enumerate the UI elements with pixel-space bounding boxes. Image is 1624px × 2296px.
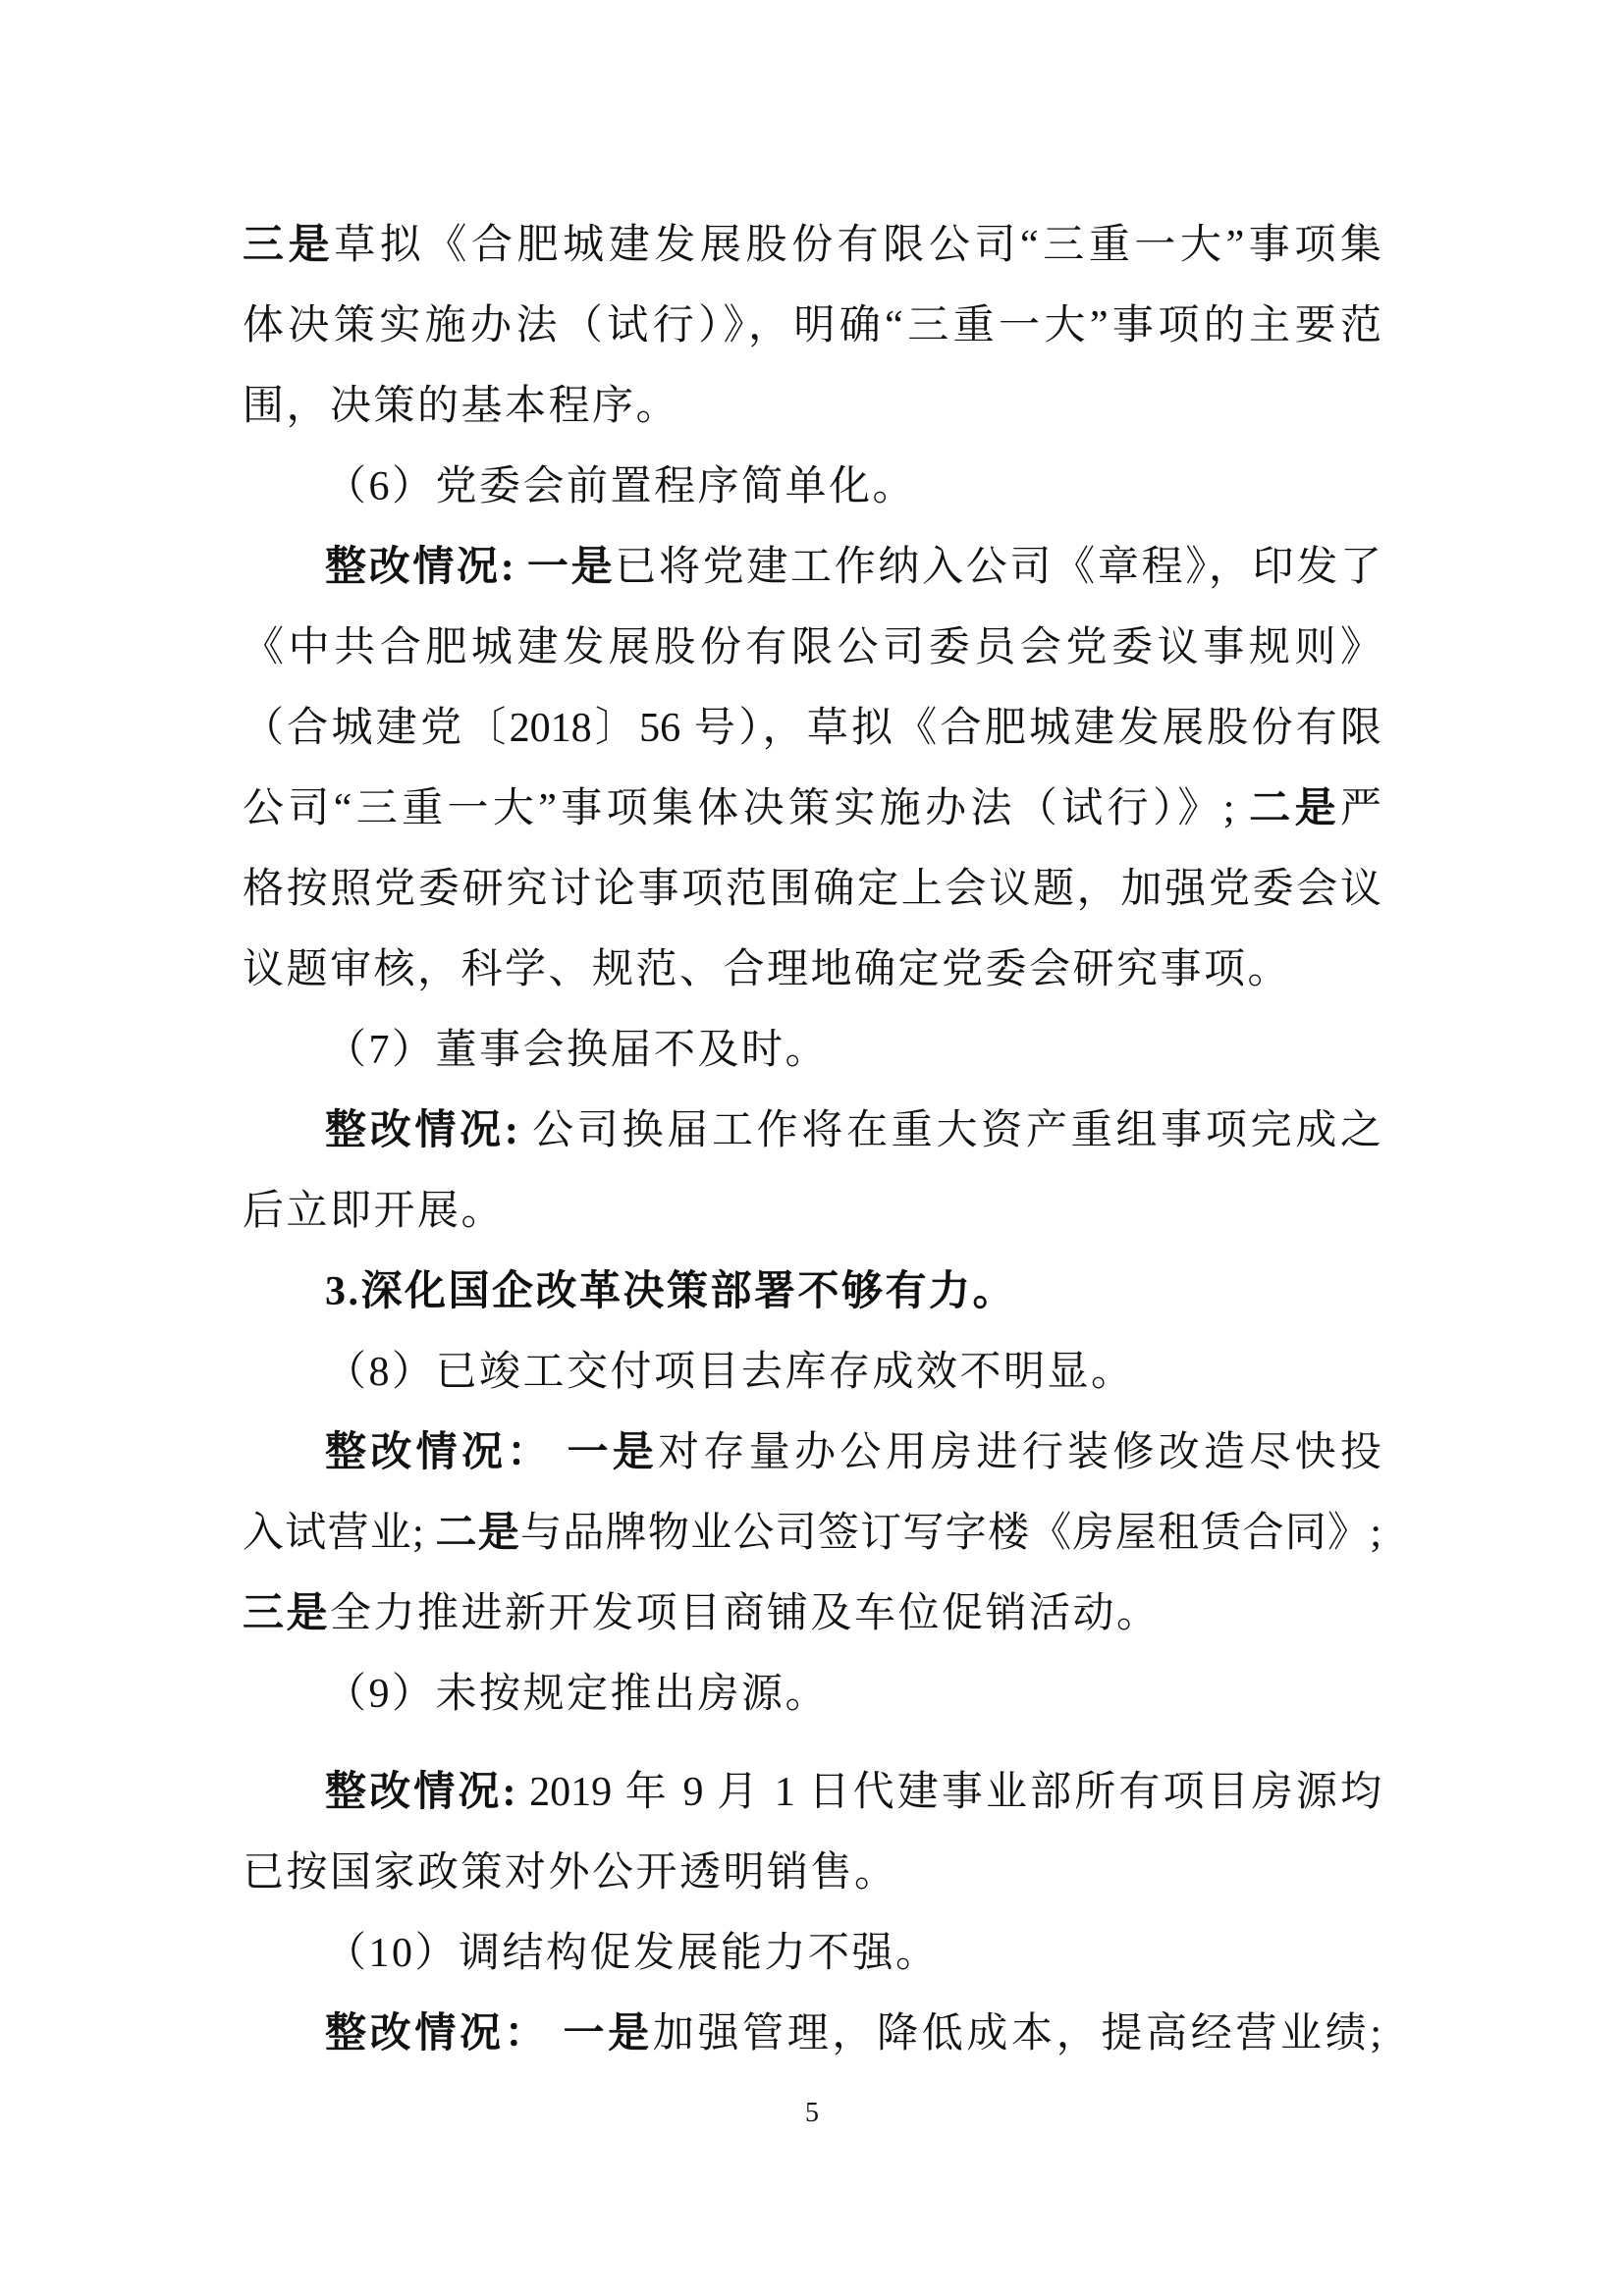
bold-text-segment: 整改情况: (325, 1770, 516, 1815)
text-line (243, 286, 1381, 366)
text-line (243, 366, 1381, 447)
text-line (243, 205, 1381, 286)
bold-text-segment: 二是 (1249, 786, 1340, 831)
text-segment: 已将党建工作纳入公司《章程》，印发了 (615, 545, 1381, 590)
text-segment: 后立即开展。 (243, 1189, 506, 1234)
text-segment: 围，决策的基本程序。 (243, 384, 680, 429)
text-segment: 公司“三重一大”事项集体决策实施办法（试行）》; (243, 786, 1250, 831)
text-segment: 与品牌物业公司签订写字楼《房屋租赁合同》; (520, 1511, 1381, 1556)
bold-text-segment: 整改情况： 一是 (325, 1430, 659, 1475)
bold-text-segment: 二是 (435, 1511, 521, 1556)
text-segment: 格按照党委研究讨论事项范围确定上会议题，加强党委会议 (243, 867, 1381, 912)
bold-text-segment: 三是 (243, 223, 335, 268)
text-line (243, 1171, 1381, 1252)
text-segment: （7）董事会换届不及时。 (325, 1028, 830, 1073)
text-segment: 全力推进新开发项目商铺及车位促销活动。 (330, 1591, 1161, 1636)
text-line (243, 1913, 1381, 1994)
text-line (243, 688, 1381, 769)
text-segment: （8）已竣工交付项目去库存成效不明显。 (325, 1350, 1135, 1395)
text-line (243, 1574, 1381, 1654)
bold-text-segment: 整改情况： 一是 (325, 2011, 653, 2056)
text-line (243, 608, 1381, 688)
bold-text-segment: 3.深化国企改革决策部署不够有力。 (325, 1269, 1017, 1314)
text-line (243, 1994, 1381, 2074)
text-segment: 2019 年 9 月 1 日代建事业部所有项目房源均 (515, 1770, 1381, 1815)
text-segment: 对存量办公用房进行装修改造尽快投 (658, 1430, 1381, 1475)
text-segment: 已按国家政策对外公开透明销售。 (243, 1850, 898, 1896)
text-segment: 《中共合肥城建发展股份有限公司委员会党委议事规则》 (243, 625, 1381, 670)
text-line (243, 1413, 1381, 1493)
text-segment: 严 (1339, 786, 1381, 831)
text-segment: 加强管理，降低成本，提高经营业绩; (652, 2011, 1381, 2056)
text-line (243, 769, 1381, 849)
text-line (243, 1252, 1381, 1332)
text-line (243, 930, 1381, 1010)
text-segment: 体决策实施办法（试行）》，明确“三重一大”事项的主要范 (243, 303, 1381, 348)
bold-text-segment: 三是 (243, 1591, 331, 1636)
text-segment: （9）未按规定推出房源。 (325, 1672, 830, 1717)
text-segment: （合城建党〔2018〕56 号），草拟《合肥城建发展股份有限 (243, 706, 1381, 751)
page-footer (243, 2097, 1381, 2130)
text-line (243, 1654, 1381, 1735)
text-segment: 入试营业; (243, 1511, 436, 1556)
bold-text-segment: 整改情况: 一是 (325, 545, 616, 590)
page-number: 5 (805, 2098, 819, 2128)
text-segment: 议题审核，科学、规范、合理地确定党委会研究事项。 (243, 947, 1292, 992)
text-line (243, 1833, 1381, 1913)
text-line (243, 1752, 1381, 1833)
bold-text-segment: 整改情况: (325, 1108, 518, 1153)
text-line (243, 1091, 1381, 1171)
text-segment: 草拟《合肥城建发展股份有限公司“三重一大”事项集 (334, 223, 1381, 268)
text-line (243, 1332, 1381, 1413)
text-segment: （6）党委会前置程序简单化。 (325, 464, 917, 509)
text-line (243, 849, 1381, 930)
text-line (243, 447, 1381, 527)
text-line (243, 527, 1381, 608)
text-segment: （10）调结构促发展能力不强。 (325, 1931, 940, 1976)
text-segment: 公司换届工作将在重大资产重组事项完成之 (517, 1108, 1381, 1153)
text-line (243, 1010, 1381, 1091)
text-line (243, 1493, 1381, 1574)
lines-container (243, 205, 1381, 2074)
